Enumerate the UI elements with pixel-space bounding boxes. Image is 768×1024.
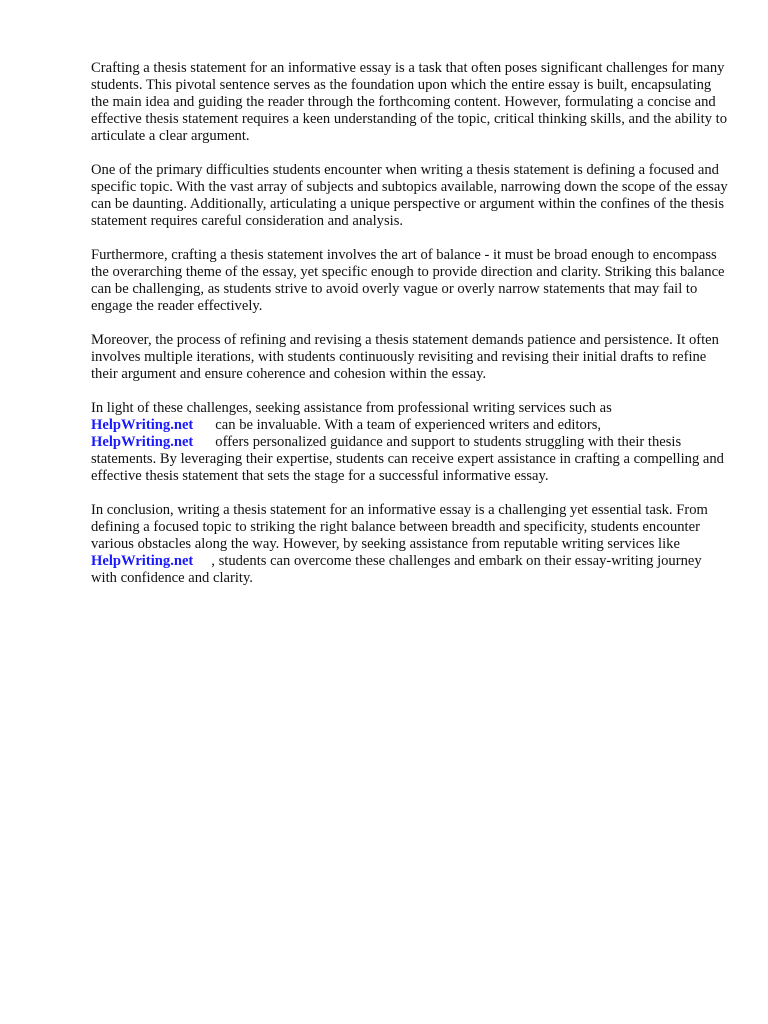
assistance-intro-text: In light of these challenges, seeking assistance from professional writing services such as [91,400,612,416]
conclusion-end-text: , students can overcome these challenges and embark on their essay-writing journey with confidence and clarity. [91,553,702,586]
assistance-mid-text: can be invaluable. With a team of experienced writers and editors, [215,417,602,433]
paragraph-assistance [91,400,731,485]
helpwriting-link-2[interactable]: HelpWriting.net [91,434,194,450]
paragraph-balance: Furthermore, crafting a thesis statement involves the art of balance - it must be broad enough to encompass the overarching theme of the essay, yet specific enough to provide direction and clarity. Striking this balance can be challenging, as students strive to avoid overly vague or overly narrow statements that may fail to engage the reader effectively. [91,247,725,314]
paragraph-conclusion [91,502,731,587]
paragraph-difficulties: One of the primary difficulties students encounter when writing a thesis statement is defining a focused and specific topic. With the vast array of subjects and subtopics available, narrowing down the scope of the essay can be daunting. Additionally, articulating a unique perspective or argument within the confines of the thesis statement requires careful consideration and analysis. [91,162,728,229]
helpwriting-link-1[interactable]: HelpWriting.net [91,417,194,433]
helpwriting-link-3[interactable]: HelpWriting.net [91,553,194,569]
paragraph-revision: Moreover, the process of refining and revising a thesis statement demands patience and persistence. It often involves multiple iterations, with students continuously revisiting and revising their initial drafts to refine their argument and ensure coherence and cohesion within the essay. [91,332,719,382]
assistance-end-text: offers personalized guidance and support to students struggling with their thesis statements. By leveraging their expertise, students can receive expert assistance in crafting a compelling and effective thesis statement that sets the stage for a successful informative essay. [91,434,724,484]
document-page [91,60,731,604]
paragraph-intro: Crafting a thesis statement for an informative essay is a task that often poses significant challenges for many students. This pivotal sentence serves as the foundation upon which the entire essay is built, encapsulating the main idea and guiding the reader through the forthcoming content. However, formulating a concise and effective thesis statement requires a keen understanding of the topic, critical thinking skills, and the ability to articulate a clear argument. [91,60,728,144]
conclusion-start-text: In conclusion, writing a thesis statement for an informative essay is a challenging yet essential task. From defining a focused topic to striking the right balance between breadth and specificity, students encounter various obstacles along the way. However, by seeking assistance from reputable writing services like [91,502,708,552]
